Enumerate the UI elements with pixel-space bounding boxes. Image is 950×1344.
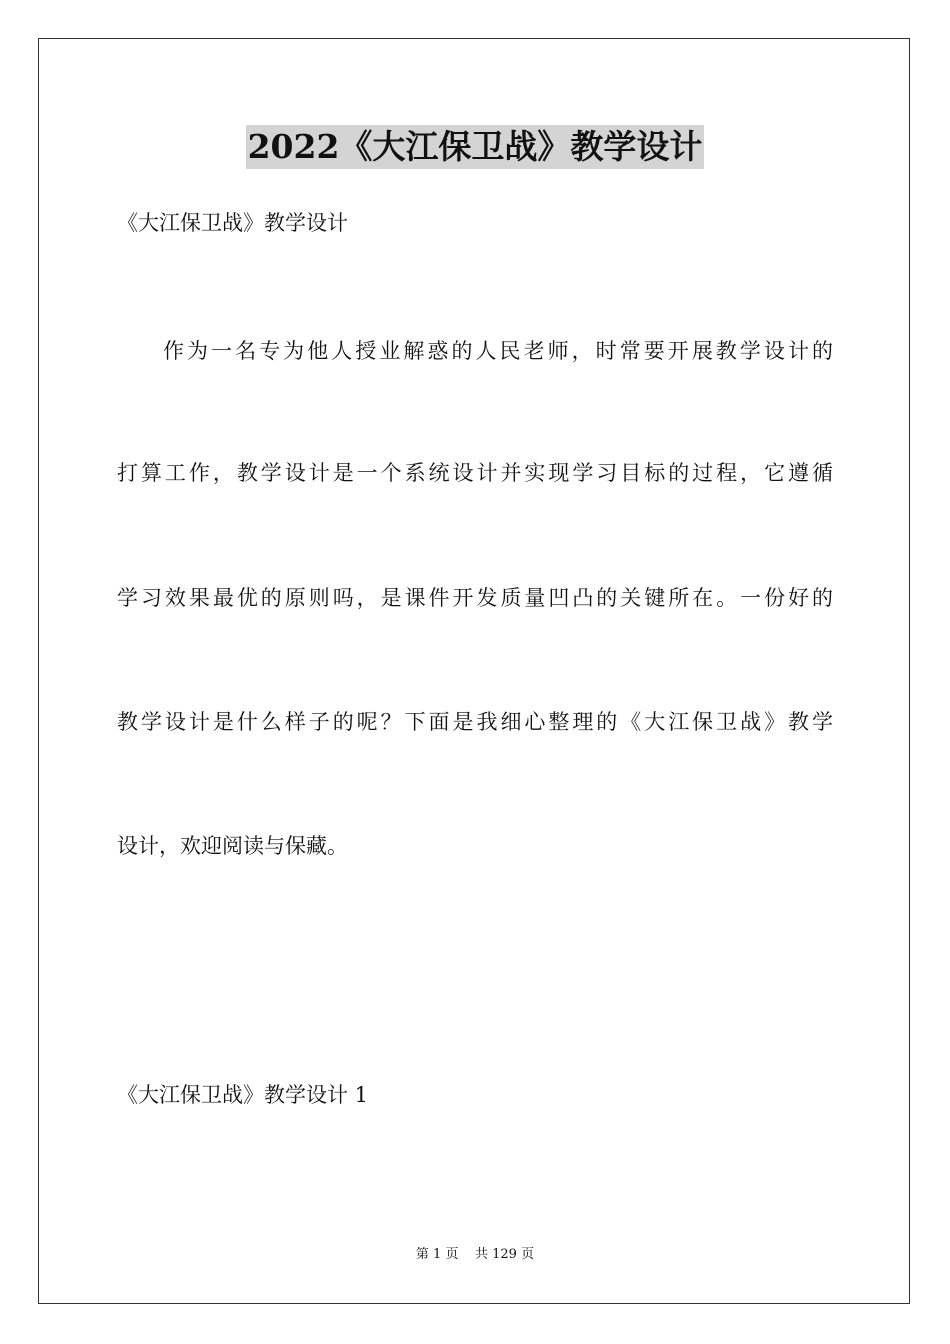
paragraph-line: 设计，欢迎阅读与保藏。	[117, 834, 348, 858]
paragraph-line: 教学设计是什么样子的呢？下面是我细心整理的《大江保卫战》教学	[117, 710, 833, 734]
title-container	[0, 125, 950, 169]
paragraph-line: 打算工作，教学设计是一个系统设计并实现学习目标的过程，它遵循	[117, 461, 833, 485]
section-heading: 《大江保卫战》教学设计 1	[117, 1083, 369, 1107]
document-subtitle: 《大江保卫战》教学设计	[117, 211, 348, 235]
paragraph-line: 作为一名专为他人授业解惑的人民老师，时常要开展教学设计的	[163, 339, 833, 363]
page-footer: 第 1 页 共 129 页	[415, 1247, 535, 1262]
paragraph-line: 学习效果最优的原则吗，是课件开发质量凹凸的关键所在。一份好的	[117, 586, 833, 610]
document-title: 2022《大江保卫战》教学设计	[246, 125, 705, 169]
